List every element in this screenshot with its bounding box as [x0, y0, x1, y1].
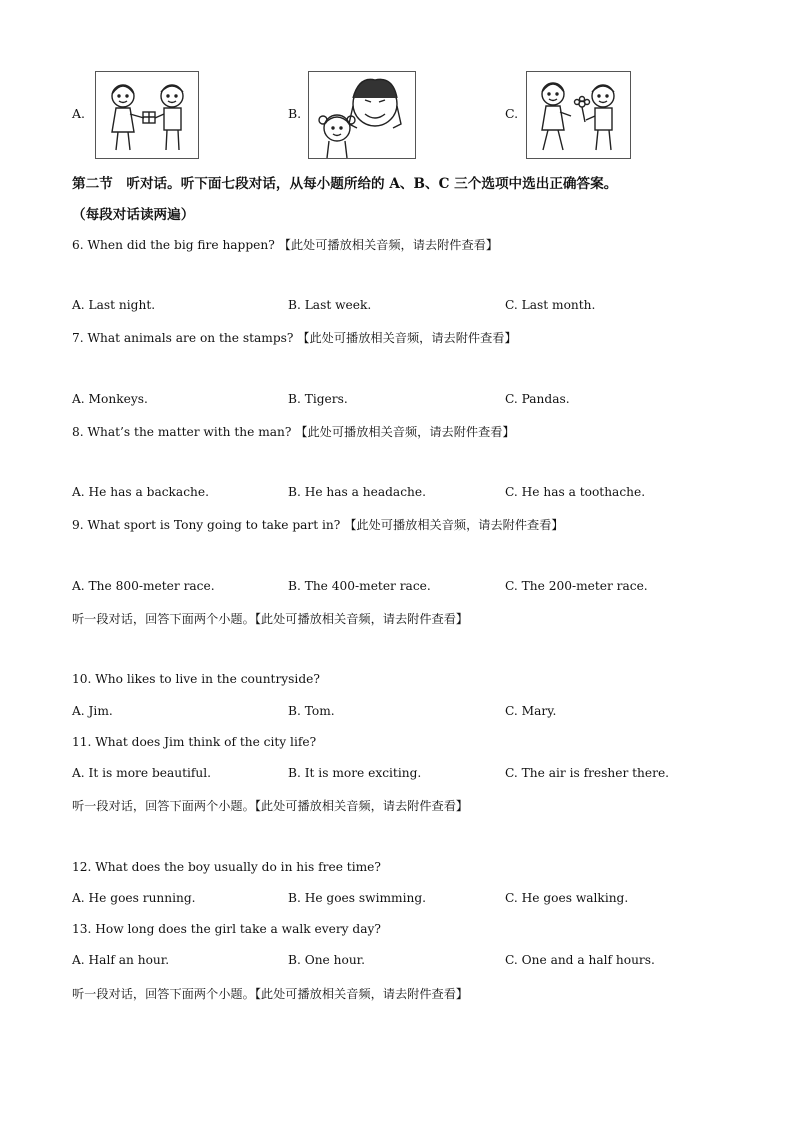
- question-7-option-a[interactable]: A. Monkeys.: [72, 392, 148, 406]
- question-11-stem: 11. What does Jim think of the city life?: [72, 735, 317, 749]
- two-children-gift-icon: [95, 71, 199, 159]
- question-13-option-b[interactable]: B. One hour.: [288, 953, 366, 967]
- question-11-option-a[interactable]: A. It is more beautiful.: [72, 766, 212, 780]
- question-10-stem: 10. Who likes to live in the countryside?: [72, 672, 320, 686]
- question-6-stem: 6. When did the big fire happen? 【此处可播放相关音频，请去附件查看】: [72, 238, 499, 252]
- option-c-label: C.: [505, 106, 519, 121]
- question-12-stem: 12. What does the boy usually do in his free time?: [72, 860, 381, 874]
- question-7-option-b[interactable]: B. Tigers.: [288, 392, 348, 406]
- section-title: 第二节 听对话。听下面七段对话，从每小题所给的 A、B、C 三个选项中选出正确答案。: [72, 176, 618, 192]
- question-7-option-c[interactable]: C. Pandas.: [505, 392, 570, 406]
- question-10-option-a[interactable]: A. Jim.: [72, 704, 113, 718]
- question-6-option-b[interactable]: B. Last week.: [288, 298, 372, 312]
- question-12-option-c[interactable]: C. He goes walking.: [505, 891, 629, 905]
- question-8-option-b[interactable]: B. He has a headache.: [288, 485, 426, 499]
- question-10-option-b[interactable]: B. Tom.: [288, 704, 335, 718]
- question-13-option-a[interactable]: A. Half an hour.: [72, 953, 170, 967]
- question-6-option-a[interactable]: A. Last night.: [72, 298, 156, 312]
- dialogue-group-3-intro: 听一段对话，回答下面两个小题。【此处可播放相关音频，请去附件查看】: [72, 987, 469, 1001]
- question-10-option-c[interactable]: C. Mary.: [505, 704, 557, 718]
- question-11-option-c[interactable]: C. The air is fresher there.: [505, 766, 670, 780]
- question-9-option-b[interactable]: B. The 400-meter race.: [288, 579, 431, 593]
- man-and-girl-icon: [308, 71, 416, 159]
- two-children-flower-icon: [526, 71, 631, 159]
- question-12-option-a[interactable]: A. He goes running.: [72, 891, 196, 905]
- question-8-stem: 8. What’s the matter with the man? 【此处可播放相关音频，请去附件查看】: [72, 425, 515, 439]
- question-9-option-a[interactable]: A. The 800-meter race.: [72, 579, 215, 593]
- question-9-stem: 9. What sport is Tony going to take part in? 【此处可播放相关音频，请去附件查看】: [72, 518, 564, 532]
- question-13-stem: 13. How long does the girl take a walk every day?: [72, 922, 381, 936]
- question-8-option-c[interactable]: C. He has a toothache.: [505, 485, 646, 499]
- dialogue-group-1-intro: 听一段对话，回答下面两个小题。【此处可播放相关音频，请去附件查看】: [72, 612, 469, 626]
- dialogue-group-2-intro: 听一段对话，回答下面两个小题。【此处可播放相关音频，请去附件查看】: [72, 799, 469, 813]
- question-7-stem: 7. What animals are on the stamps? 【此处可播放相关音频，请去附件查看】: [72, 331, 517, 345]
- option-b-label: B.: [288, 106, 302, 121]
- question-11-option-b[interactable]: B. It is more exciting.: [288, 766, 422, 780]
- option-a-label: A.: [72, 106, 86, 121]
- question-8-option-a[interactable]: A. He has a backache.: [72, 485, 209, 499]
- question-12-option-b[interactable]: B. He goes swimming.: [288, 891, 427, 905]
- question-6-option-c[interactable]: C. Last month.: [505, 298, 596, 312]
- section-subtitle: （每段对话读两遍）: [72, 207, 195, 223]
- question-13-option-c[interactable]: C. One and a half hours.: [505, 953, 655, 967]
- question-9-option-c[interactable]: C. The 200-meter race.: [505, 579, 648, 593]
